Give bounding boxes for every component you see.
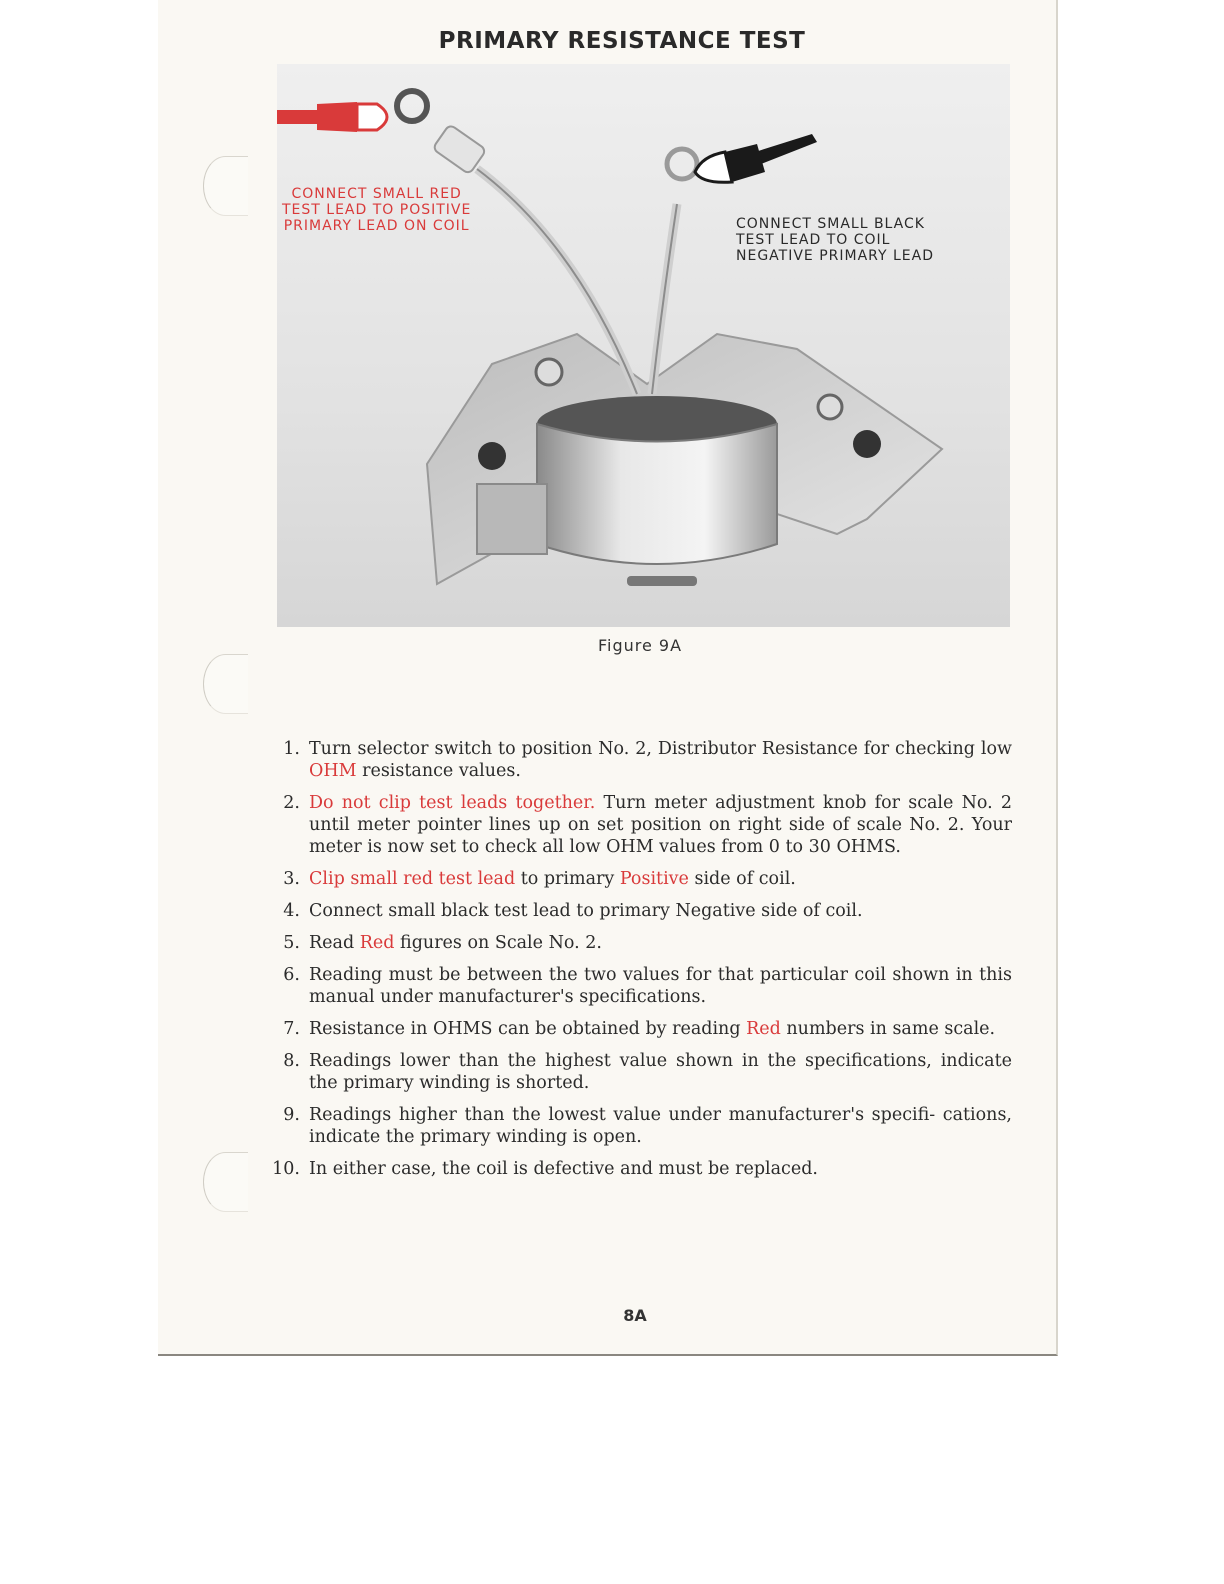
step-number: 9. — [283, 1105, 300, 1125]
step-6 — [262, 964, 1012, 1008]
step-text-run: Readings lower than the highest value shown in the specifications, indicate the primary winding is shorted. — [309, 1051, 1012, 1093]
step-text-run: Turn meter adjustment knob for scale No. 2 until meter pointer lines up on set position on right side of scale No. 2. Your meter is now set to check all low OHM values from 0 to 30 OHMS. — [309, 793, 1012, 857]
step-text — [309, 1051, 1012, 1093]
coil-body — [537, 424, 777, 564]
punch-hole-bottom — [203, 1152, 248, 1212]
step-number: 7. — [283, 1019, 300, 1039]
step-text-run: Resistance in OHMS can be obtained by reading — [309, 1019, 747, 1039]
red-lead-handle — [317, 102, 357, 132]
step-text-run: Read — [309, 933, 360, 953]
bracket-hole — [536, 359, 562, 385]
step-1 — [262, 738, 1012, 782]
step-10 — [262, 1158, 1012, 1180]
step-text-highlight: OHM — [309, 761, 357, 781]
step-number: 5. — [283, 933, 300, 953]
step-number: 4. — [283, 901, 300, 921]
step-8 — [262, 1050, 1012, 1094]
step-text-highlight: Clip small red test lead — [309, 869, 516, 889]
callout-red-lead: CONNECT SMALL RED TEST LEAD TO POSITIVE PRIMARY LEAD ON COIL — [282, 186, 472, 234]
step-text-run: Readings higher than the lowest value under manufacturer's specifi- cations, indicate the primary winding is open. — [309, 1105, 1012, 1147]
coil-bottom-tab — [627, 576, 697, 586]
step-text-run: Connect small black test lead to primary Negative side of coil. — [309, 901, 863, 921]
step-4 — [262, 900, 1012, 922]
step-text — [309, 933, 602, 953]
page-title: PRIMARY RESISTANCE TEST — [438, 28, 806, 54]
bracket-hole — [818, 395, 842, 419]
step-text-highlight: Do not clip test leads together. — [309, 793, 596, 813]
page-number: 8A — [623, 1306, 647, 1325]
bracket-hole — [478, 442, 506, 470]
step-2 — [262, 792, 1012, 858]
coil-photo-illustration — [277, 64, 1010, 627]
step-number: 3. — [283, 869, 300, 889]
step-text — [309, 1105, 1012, 1147]
figure-caption: Figure 9A — [597, 636, 683, 655]
step-text — [309, 1019, 995, 1039]
step-text — [309, 739, 1012, 781]
step-text-highlight: Red — [359, 933, 395, 953]
step-number: 2. — [283, 793, 300, 813]
bracket-hole — [853, 430, 881, 458]
step-text — [309, 793, 1012, 857]
step-number: 1. — [283, 739, 300, 759]
step-text-run: Turn selector switch to position No. 2, Distributor Resistance for checking low — [309, 739, 1012, 759]
step-number: 6. — [283, 965, 300, 985]
step-text-run: numbers in same scale. — [780, 1019, 996, 1039]
instruction-steps — [262, 738, 1012, 1190]
step-number: 8. — [283, 1051, 300, 1071]
step-text-highlight: Red — [746, 1019, 781, 1039]
step-text-run: In either case, the coil is defective and must be replaced. — [309, 1159, 818, 1179]
step-text-run: side of coil. — [688, 869, 796, 889]
step-9 — [262, 1104, 1012, 1148]
step-text — [309, 1159, 818, 1179]
step-text-highlight: Positive — [619, 869, 689, 889]
step-text — [309, 869, 796, 889]
step-5 — [262, 932, 1012, 954]
step-text-run: resistance values. — [356, 761, 521, 781]
step-text — [309, 901, 863, 921]
step-7 — [262, 1018, 1012, 1040]
step-text — [309, 965, 1012, 1007]
step-3 — [262, 868, 1012, 890]
punch-hole-top — [203, 156, 248, 216]
step-text-run: to primary — [515, 869, 620, 889]
red-lead-wire — [277, 110, 317, 124]
step-number: 10. — [272, 1159, 300, 1179]
red-lead-clip — [357, 104, 387, 130]
punch-hole-middle — [203, 654, 248, 714]
step-text-run: figures on Scale No. 2. — [394, 933, 602, 953]
callout-black-lead: CONNECT SMALL BLACK TEST LEAD TO COIL NEGATIVE PRIMARY LEAD — [736, 216, 935, 264]
coil-terminal-block — [477, 484, 547, 554]
step-text-run: Reading must be between the two values for that particular coil shown in this manual under manufacturer's specifications. — [309, 965, 1012, 1007]
figure-photo — [277, 64, 1010, 627]
